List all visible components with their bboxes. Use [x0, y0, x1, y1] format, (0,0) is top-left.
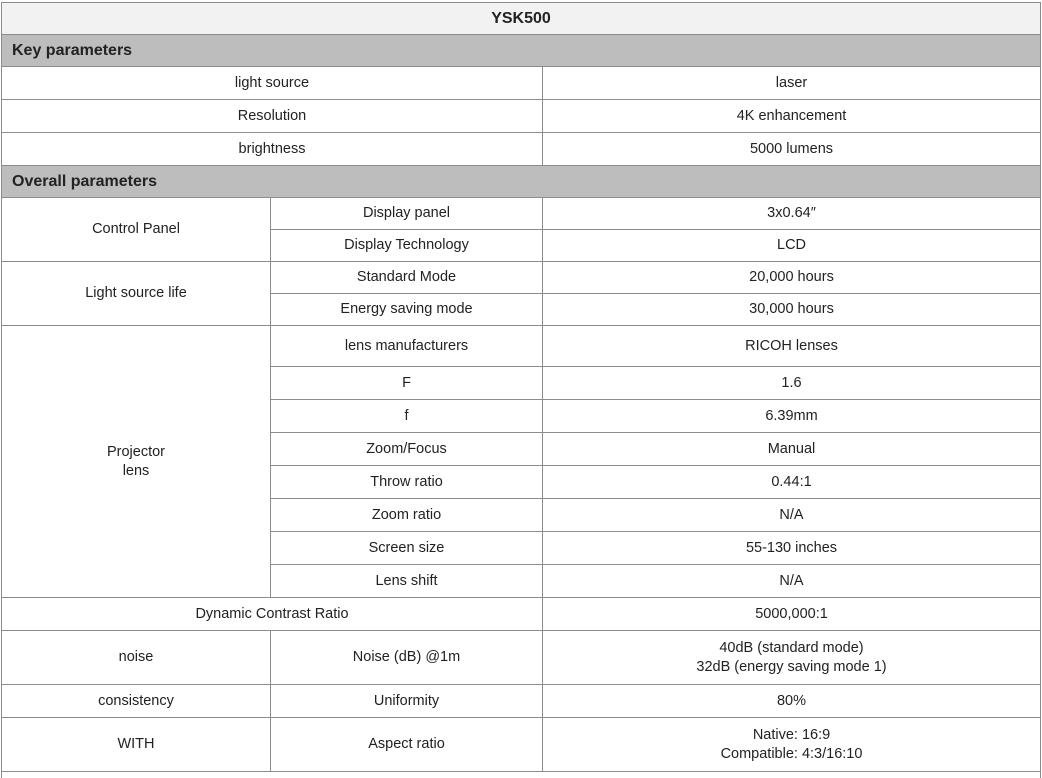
row-label: Uniformity [271, 685, 543, 718]
row-value: Manual [543, 433, 1041, 466]
group-label: Light source life [2, 262, 271, 326]
row-value: 30,000 hours [543, 294, 1041, 326]
row-value: 0.44:1 [543, 466, 1041, 499]
row-label: Resolution [2, 100, 543, 133]
section-header-overall: Overall parameters [2, 166, 1041, 198]
row-label: F [271, 367, 543, 400]
row-label: f [271, 400, 543, 433]
table-row [2, 198, 1041, 230]
row-value: 40dB (standard mode) 32dB (energy saving mode 1) [543, 631, 1041, 685]
group-label: Projector lens [2, 326, 271, 598]
table-row [2, 133, 1041, 166]
group-label: Control Panel [2, 198, 271, 262]
row-value: RICOH lenses [543, 326, 1041, 367]
row-value: 5000 lumens [543, 133, 1041, 166]
section-header-key: Key parameters [2, 35, 1041, 67]
table-title: YSK500 [2, 3, 1041, 35]
row-value: LCD [543, 230, 1041, 262]
row-label: Standard Mode [271, 262, 543, 294]
table-row [2, 67, 1041, 100]
row-label: Dynamic Contrast Ratio [2, 598, 543, 631]
row-label: Display panel [271, 198, 543, 230]
row-value: 20,000 hours [543, 262, 1041, 294]
table-row [2, 685, 1041, 718]
row-label: Throw ratio [271, 466, 543, 499]
row-label: light source [2, 67, 543, 100]
partial-cell [2, 772, 1041, 778]
table-row [2, 598, 1041, 631]
row-label: Lens shift [271, 565, 543, 598]
group-label: noise [2, 631, 271, 685]
row-label: brightness [2, 133, 543, 166]
group-label: WITH [2, 718, 271, 772]
row-value: N/A [543, 565, 1041, 598]
row-value: 3x0.64″ [543, 198, 1041, 230]
row-label: Zoom ratio [271, 499, 543, 532]
table-row [2, 262, 1041, 294]
row-value: 6.39mm [543, 400, 1041, 433]
row-label: Energy saving mode [271, 294, 543, 326]
row-label: Aspect ratio [271, 718, 543, 772]
spec-table [1, 2, 1041, 778]
row-label: Zoom/Focus [271, 433, 543, 466]
row-value: 4K enhancement [543, 100, 1041, 133]
row-label: Screen size [271, 532, 543, 565]
row-value: 5000,000:1 [543, 598, 1041, 631]
table-row [2, 100, 1041, 133]
group-label: consistency [2, 685, 271, 718]
table-row [2, 326, 1041, 367]
table-row-partial [2, 772, 1041, 778]
row-value: 55-130 inches [543, 532, 1041, 565]
row-value: N/A [543, 499, 1041, 532]
table-row [2, 631, 1041, 685]
row-value: laser [543, 67, 1041, 100]
row-label: Display Technology [271, 230, 543, 262]
row-label: lens manufacturers [271, 326, 543, 367]
row-value: 80% [543, 685, 1041, 718]
row-label: Noise (dB) @1m [271, 631, 543, 685]
row-value: Native: 16:9 Compatible: 4:3/16:10 [543, 718, 1041, 772]
row-value: 1.6 [543, 367, 1041, 400]
table-row [2, 718, 1041, 772]
